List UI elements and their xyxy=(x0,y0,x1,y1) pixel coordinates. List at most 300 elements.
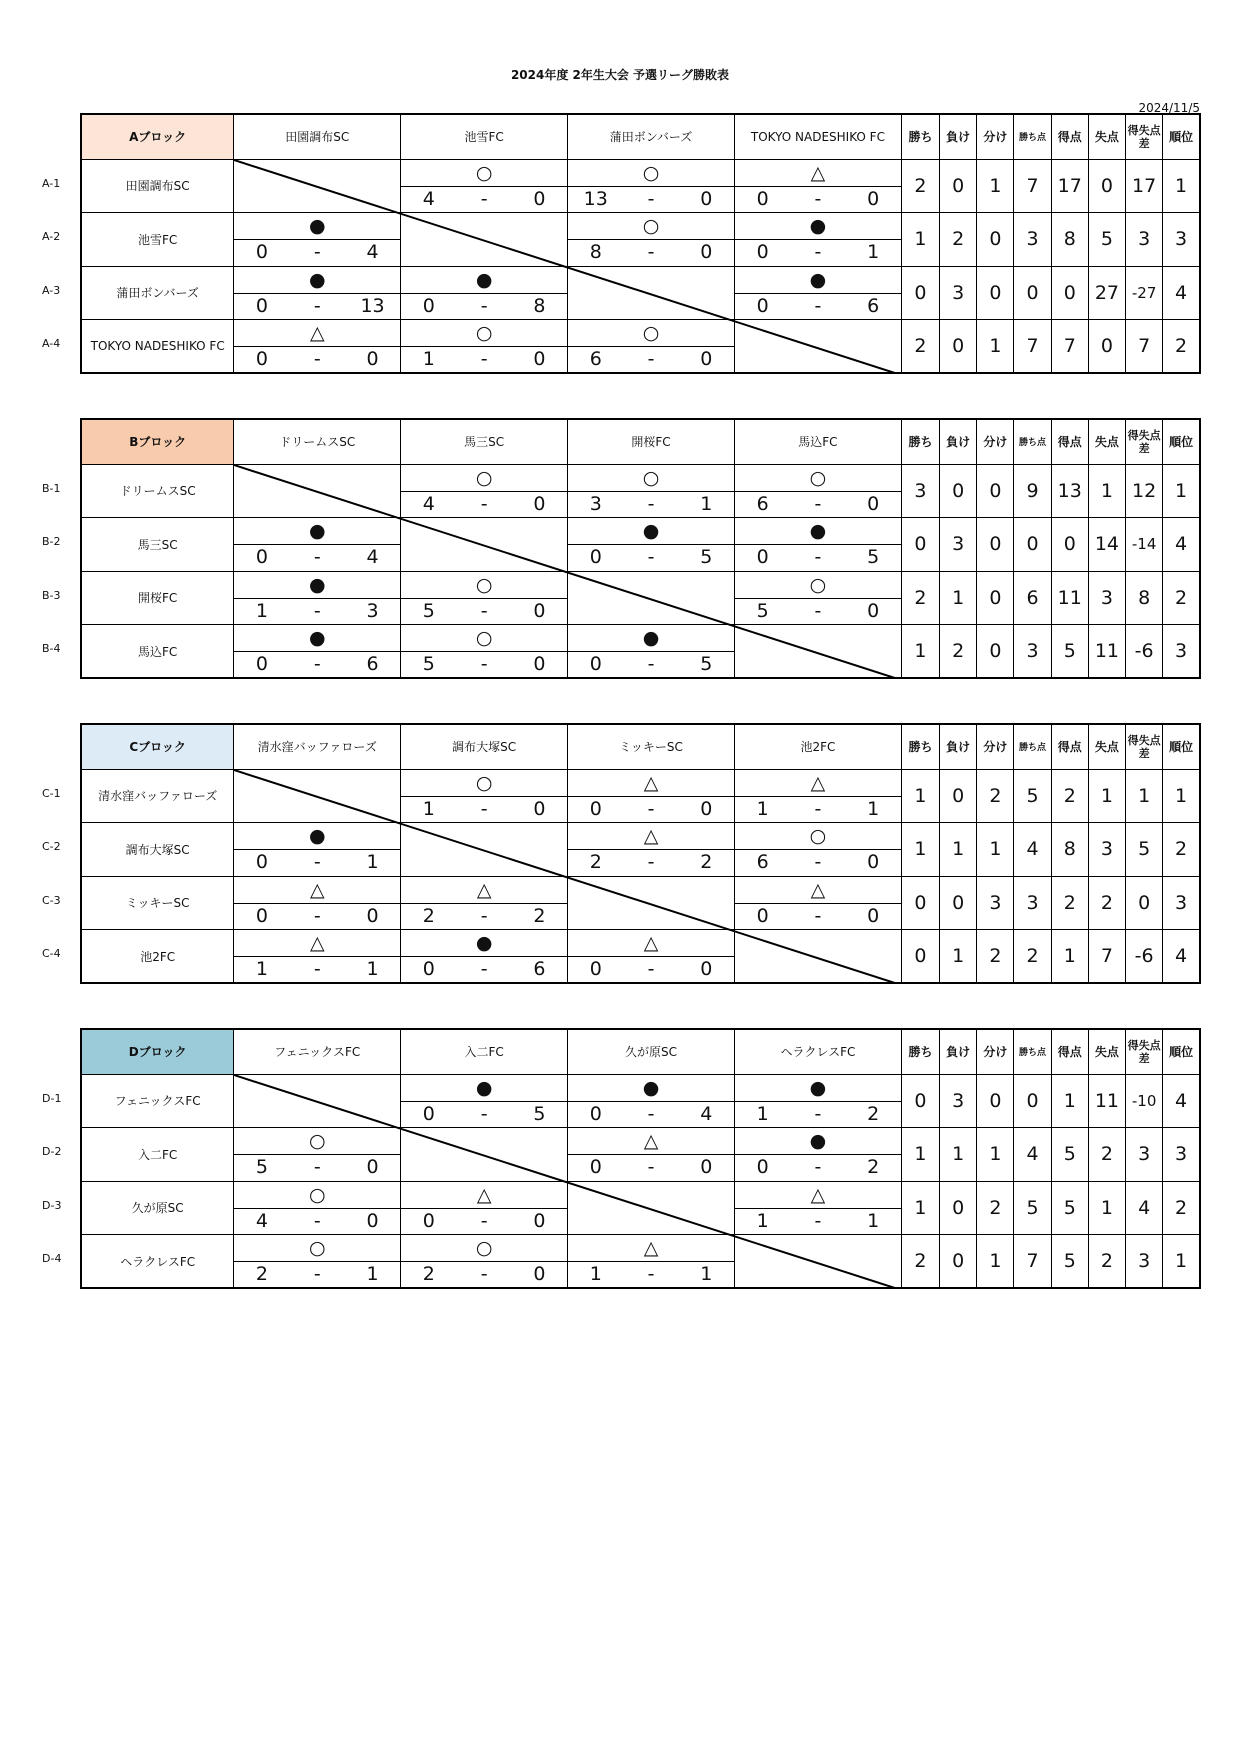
column-team-name: 蒲田ボンバーズ xyxy=(568,114,735,159)
stat-value: 1 xyxy=(1051,930,1088,984)
stat-value: 3 xyxy=(1088,823,1125,877)
away-goals: 0 xyxy=(867,851,880,874)
result-symbol: ○ xyxy=(234,1235,400,1262)
home-goals: 0 xyxy=(422,294,435,317)
home-goals: 0 xyxy=(255,241,268,264)
stat-value: 3 xyxy=(1163,213,1200,267)
stat-value: 2 xyxy=(1051,769,1088,823)
score-separator: - xyxy=(313,851,321,874)
row-team-name: 田園調布SC xyxy=(81,159,234,213)
stat-value: 1 xyxy=(901,769,939,823)
score-separator: - xyxy=(480,348,488,370)
column-team-name: 久が原SC xyxy=(568,1029,735,1074)
away-goals: 0 xyxy=(867,187,880,210)
score-separator: - xyxy=(814,1209,822,1232)
stat-value: 1 xyxy=(977,320,1014,374)
row-team-name: フェニックスFC xyxy=(81,1074,234,1128)
stat-value: 7 xyxy=(1088,930,1125,984)
home-goals: 0 xyxy=(589,958,602,980)
stat-value: 4 xyxy=(1163,266,1200,320)
away-goals: 4 xyxy=(366,241,379,264)
away-goals: 0 xyxy=(533,492,546,515)
stat-header: 勝ち点 xyxy=(1014,1029,1051,1074)
away-goals: 2 xyxy=(867,1102,880,1125)
away-goals: 6 xyxy=(867,294,880,317)
stat-value: 2 xyxy=(1014,930,1051,984)
column-team-name: ミッキーSC xyxy=(568,724,735,769)
stat-value: 0 xyxy=(977,1074,1014,1128)
stat-value: 0 xyxy=(1051,518,1088,572)
score-separator: - xyxy=(814,241,822,264)
stat-value: 14 xyxy=(1088,518,1125,572)
column-team-name: ヘラクレスFC xyxy=(734,1029,901,1074)
diagonal-divider xyxy=(234,770,898,984)
diagonal-line xyxy=(234,160,898,374)
result-symbol: ● xyxy=(401,930,567,957)
stat-value: 1 xyxy=(940,930,977,984)
away-goals: 1 xyxy=(700,1263,713,1285)
row-team-name: 清水窪バッファローズ xyxy=(81,769,234,823)
away-goals: 5 xyxy=(867,546,880,569)
stat-header: 順位 xyxy=(1163,724,1200,769)
home-goals: 1 xyxy=(255,958,268,980)
stat-header: 勝ち点 xyxy=(1014,419,1051,464)
away-goals: 0 xyxy=(700,348,713,370)
away-goals: 6 xyxy=(533,958,546,980)
result-symbol: △ xyxy=(234,877,400,904)
stat-header: 失点 xyxy=(1088,419,1125,464)
stat-value: 4 xyxy=(1163,1074,1200,1128)
stat-value: 0 xyxy=(1051,266,1088,320)
stat-value: 12 xyxy=(1126,464,1163,518)
away-goals: 8 xyxy=(533,294,546,317)
result-symbol: ● xyxy=(735,267,901,294)
stat-value: -14 xyxy=(1126,518,1163,572)
stat-value: 3 xyxy=(1163,625,1200,679)
row-team-name: 池雪FC xyxy=(81,213,234,267)
diagonal-divider xyxy=(234,465,898,679)
column-team-name: 入二FC xyxy=(401,1029,568,1074)
result-symbol: ○ xyxy=(568,160,734,187)
row-label: B-1 xyxy=(42,481,61,495)
stat-value: 9 xyxy=(1014,464,1051,518)
result-symbol: △ xyxy=(568,823,734,850)
score-separator: - xyxy=(814,1102,822,1125)
result-symbol: ○ xyxy=(401,770,567,797)
row-team-name: TOKYO NADESHIKO FC xyxy=(81,320,234,374)
row-label: B-3 xyxy=(42,588,61,602)
stat-value: 0 xyxy=(1014,518,1051,572)
score-separator: - xyxy=(647,187,655,210)
stat-value: 1 xyxy=(977,1235,1014,1289)
stat-value: 2 xyxy=(1163,823,1200,877)
away-goals: 1 xyxy=(366,958,379,980)
stat-header: 勝ち xyxy=(901,114,939,159)
column-team-name: 池雪FC xyxy=(401,114,568,159)
stat-header: 得点 xyxy=(1051,114,1088,159)
stat-value: 5 xyxy=(1051,1235,1088,1289)
diagonal-divider xyxy=(234,160,898,374)
score-separator: - xyxy=(814,546,822,569)
stat-value: 3 xyxy=(1126,1128,1163,1182)
score-separator: - xyxy=(313,599,321,622)
home-goals: 1 xyxy=(756,1102,769,1125)
stat-header: 勝ち点 xyxy=(1014,114,1051,159)
away-goals: 2 xyxy=(533,904,546,927)
stat-value: 0 xyxy=(977,518,1014,572)
home-goals: 0 xyxy=(255,294,268,317)
stat-value: 0 xyxy=(977,625,1014,679)
stat-value: 3 xyxy=(1126,213,1163,267)
away-goals: 0 xyxy=(366,904,379,927)
stat-value: 1 xyxy=(977,159,1014,213)
result-symbol: △ xyxy=(568,1235,734,1262)
result-symbol: △ xyxy=(234,930,400,957)
stat-header: 失点 xyxy=(1088,724,1125,769)
stat-value: 2 xyxy=(977,930,1014,984)
result-symbol: △ xyxy=(568,930,734,957)
stat-value: 0 xyxy=(901,266,939,320)
stat-value: 0 xyxy=(1126,876,1163,930)
score-separator: - xyxy=(480,958,488,980)
row-team-name: 久が原SC xyxy=(81,1181,234,1235)
away-goals: 5 xyxy=(533,1102,546,1125)
column-team-name: 馬三SC xyxy=(401,419,568,464)
result-symbol: △ xyxy=(735,877,901,904)
block-name: Cブロック xyxy=(81,724,234,769)
stat-header: 得失点差 xyxy=(1126,419,1163,464)
score-separator: - xyxy=(814,294,822,317)
stat-value: 3 xyxy=(1163,876,1200,930)
stat-value: 7 xyxy=(1014,320,1051,374)
stat-value: 5 xyxy=(1014,1181,1051,1235)
stat-value: 5 xyxy=(1051,625,1088,679)
away-goals: 3 xyxy=(366,599,379,622)
row-team-name: ヘラクレスFC xyxy=(81,1235,234,1289)
stat-header: 負け xyxy=(940,419,977,464)
home-goals: 0 xyxy=(255,851,268,874)
score-separator: - xyxy=(647,348,655,370)
row-label: A-2 xyxy=(42,230,61,244)
home-goals: 0 xyxy=(255,904,268,927)
stat-value: 0 xyxy=(901,930,939,984)
home-goals: 0 xyxy=(255,348,268,370)
stat-value: 2 xyxy=(1051,876,1088,930)
stat-header: 順位 xyxy=(1163,114,1200,159)
stat-value: 1 xyxy=(1126,769,1163,823)
stat-value: 1 xyxy=(1163,769,1200,823)
stat-value: -6 xyxy=(1126,625,1163,679)
result-symbol: ● xyxy=(234,625,400,652)
home-goals: 13 xyxy=(583,187,608,210)
stat-header: 順位 xyxy=(1163,1029,1200,1074)
result-symbol: ● xyxy=(735,1075,901,1102)
score-separator: - xyxy=(313,1156,321,1179)
row-team-name: ドリームスSC xyxy=(81,464,234,518)
doc-date: 2024/11/5 xyxy=(1138,101,1200,115)
score-separator: - xyxy=(814,1156,822,1179)
home-goals: 1 xyxy=(589,1263,602,1285)
home-goals: 4 xyxy=(255,1209,268,1232)
away-goals: 0 xyxy=(533,653,546,675)
home-goals: 1 xyxy=(756,1209,769,1232)
score-separator: - xyxy=(647,653,655,675)
stat-value: 8 xyxy=(1051,823,1088,877)
stat-value: 3 xyxy=(1014,625,1051,679)
home-goals: 0 xyxy=(589,546,602,569)
stat-value: 0 xyxy=(940,1235,977,1289)
away-goals: 0 xyxy=(700,241,713,264)
stat-value: 5 xyxy=(1126,823,1163,877)
stat-header: 得点 xyxy=(1051,724,1088,769)
away-goals: 0 xyxy=(533,348,546,370)
column-team-name: フェニックスFC xyxy=(234,1029,401,1074)
stat-header: 得失点差 xyxy=(1126,114,1163,159)
stat-value: 1 xyxy=(1088,769,1125,823)
column-team-name: 開桜FC xyxy=(568,419,735,464)
score-separator: - xyxy=(647,958,655,980)
home-goals: 0 xyxy=(422,1209,435,1232)
stat-header: 勝ち点 xyxy=(1014,724,1051,769)
score-separator: - xyxy=(480,1102,488,1125)
stat-value: 2 xyxy=(940,213,977,267)
score-separator: - xyxy=(814,599,822,622)
stat-value: 1 xyxy=(1163,159,1200,213)
stat-value: 1 xyxy=(901,213,939,267)
home-goals: 0 xyxy=(255,546,268,569)
result-symbol: ○ xyxy=(568,213,734,240)
home-goals: 0 xyxy=(422,1102,435,1125)
score-separator: - xyxy=(313,653,321,675)
score-separator: - xyxy=(480,797,488,820)
away-goals: 13 xyxy=(360,294,385,317)
home-goals: 0 xyxy=(589,797,602,820)
away-goals: 0 xyxy=(867,599,880,622)
row-label: D-3 xyxy=(42,1198,62,1212)
stat-value: 7 xyxy=(1014,1235,1051,1289)
result-symbol: ● xyxy=(234,267,400,294)
away-goals: 4 xyxy=(700,1102,713,1125)
home-goals: 0 xyxy=(422,958,435,980)
score-separator: - xyxy=(647,1263,655,1285)
home-goals: 0 xyxy=(589,1102,602,1125)
score-separator: - xyxy=(647,797,655,820)
stat-value: 2 xyxy=(1163,1181,1200,1235)
header-row xyxy=(81,419,1200,464)
row-label: D-4 xyxy=(42,1252,62,1266)
away-goals: 0 xyxy=(533,187,546,210)
stat-header: 分け xyxy=(977,1029,1014,1074)
away-goals: 2 xyxy=(867,1156,880,1179)
away-goals: 0 xyxy=(366,1209,379,1232)
row-label: A-3 xyxy=(42,283,61,297)
away-goals: 5 xyxy=(700,546,713,569)
column-team-name: ドリームスSC xyxy=(234,419,401,464)
stat-value: 0 xyxy=(940,464,977,518)
stat-value: 0 xyxy=(940,1181,977,1235)
stat-value: 1 xyxy=(1088,1181,1125,1235)
home-goals: 5 xyxy=(255,1156,268,1179)
row-label: A-4 xyxy=(42,337,61,351)
score-separator: - xyxy=(480,492,488,515)
result-symbol: ○ xyxy=(234,1128,400,1155)
stat-value: 0 xyxy=(1014,1074,1051,1128)
home-goals: 5 xyxy=(422,653,435,675)
away-goals: 0 xyxy=(700,187,713,210)
stat-value: 0 xyxy=(1088,320,1125,374)
stat-header: 失点 xyxy=(1088,114,1125,159)
score-separator: - xyxy=(480,294,488,317)
stat-value: 2 xyxy=(977,769,1014,823)
stat-header: 勝ち xyxy=(901,419,939,464)
stat-value: 3 xyxy=(940,518,977,572)
score-separator: - xyxy=(814,492,822,515)
score-separator: - xyxy=(647,1102,655,1125)
away-goals: 1 xyxy=(867,241,880,264)
stat-value: -6 xyxy=(1126,930,1163,984)
stat-value: 4 xyxy=(1014,823,1051,877)
row-label: C-1 xyxy=(42,786,61,800)
stat-value: 11 xyxy=(1088,625,1125,679)
stat-value: 8 xyxy=(1051,213,1088,267)
stat-value: 8 xyxy=(1126,571,1163,625)
stat-value: 0 xyxy=(977,266,1014,320)
stat-value: 11 xyxy=(1051,571,1088,625)
home-goals: 3 xyxy=(589,492,602,515)
score-separator: - xyxy=(647,851,655,874)
stat-value: 1 xyxy=(977,1128,1014,1182)
away-goals: 0 xyxy=(533,1263,546,1285)
header-row xyxy=(81,724,1200,769)
score-separator: - xyxy=(313,1263,321,1285)
score-separator: - xyxy=(480,653,488,675)
home-goals: 1 xyxy=(756,797,769,820)
stat-value: 11 xyxy=(1088,1074,1125,1128)
result-symbol: ● xyxy=(401,1075,567,1102)
stat-value: 3 xyxy=(1088,571,1125,625)
score-separator: - xyxy=(814,904,822,927)
result-symbol: ○ xyxy=(401,572,567,599)
score-separator: - xyxy=(313,958,321,980)
stat-value: 7 xyxy=(1126,320,1163,374)
stat-value: 1 xyxy=(901,1128,939,1182)
stat-value: 4 xyxy=(1163,930,1200,984)
header-row xyxy=(81,114,1200,159)
block-name: Dブロック xyxy=(81,1029,234,1074)
score-separator: - xyxy=(313,546,321,569)
home-goals: 5 xyxy=(422,599,435,622)
result-symbol: △ xyxy=(401,877,567,904)
away-goals: 0 xyxy=(700,958,713,980)
result-symbol: ○ xyxy=(234,1182,400,1209)
home-goals: 2 xyxy=(255,1263,268,1285)
result-symbol: ● xyxy=(568,518,734,545)
away-goals: 2 xyxy=(700,851,713,874)
result-symbol: △ xyxy=(568,1128,734,1155)
home-goals: 4 xyxy=(422,187,435,210)
home-goals: 0 xyxy=(756,187,769,210)
stat-value: 0 xyxy=(901,1074,939,1128)
home-goals: 2 xyxy=(422,904,435,927)
result-symbol: ● xyxy=(234,213,400,240)
score-separator: - xyxy=(313,241,321,264)
stat-value: 2 xyxy=(1088,876,1125,930)
score-separator: - xyxy=(313,348,321,370)
home-goals: 0 xyxy=(589,653,602,675)
stat-value: 0 xyxy=(1014,266,1051,320)
stat-value: 5 xyxy=(1014,769,1051,823)
away-goals: 0 xyxy=(867,904,880,927)
score-separator: - xyxy=(647,241,655,264)
stat-value: 4 xyxy=(1163,518,1200,572)
stat-value: 0 xyxy=(1088,159,1125,213)
home-goals: 6 xyxy=(756,851,769,874)
home-goals: 6 xyxy=(589,348,602,370)
stat-value: 0 xyxy=(940,769,977,823)
stat-value: 3 xyxy=(940,266,977,320)
stat-value: 3 xyxy=(1163,1128,1200,1182)
stat-value: 5 xyxy=(1051,1128,1088,1182)
stat-value: -10 xyxy=(1126,1074,1163,1128)
home-goals: 0 xyxy=(589,1156,602,1179)
stat-value: 2 xyxy=(901,571,939,625)
stat-value: 2 xyxy=(901,159,939,213)
column-team-name: 馬込FC xyxy=(734,419,901,464)
result-symbol: ● xyxy=(234,518,400,545)
row-label: B-2 xyxy=(42,535,61,549)
score-separator: - xyxy=(814,187,822,210)
stat-value: 6 xyxy=(1014,571,1051,625)
stat-value: 17 xyxy=(1126,159,1163,213)
stat-value: 5 xyxy=(1088,213,1125,267)
stat-value: 1 xyxy=(1088,464,1125,518)
stat-value: 13 xyxy=(1051,464,1088,518)
header-row xyxy=(81,1029,1200,1074)
home-goals: 5 xyxy=(756,599,769,622)
result-symbol: △ xyxy=(568,770,734,797)
result-symbol: △ xyxy=(401,1182,567,1209)
stat-header: 分け xyxy=(977,114,1014,159)
stat-value: 2 xyxy=(901,320,939,374)
stat-value: 3 xyxy=(1126,1235,1163,1289)
score-separator: - xyxy=(313,294,321,317)
stat-value: 2 xyxy=(1163,571,1200,625)
stat-value: 2 xyxy=(1088,1235,1125,1289)
stat-header: 順位 xyxy=(1163,419,1200,464)
stat-header: 得点 xyxy=(1051,419,1088,464)
stat-value: 0 xyxy=(940,320,977,374)
score-separator: - xyxy=(480,187,488,210)
score-separator: - xyxy=(647,546,655,569)
stat-value: 2 xyxy=(977,1181,1014,1235)
result-symbol: ● xyxy=(234,572,400,599)
row-team-name: 開桜FC xyxy=(81,571,234,625)
result-symbol: ● xyxy=(568,625,734,652)
home-goals: 2 xyxy=(589,851,602,874)
stat-value: 0 xyxy=(901,876,939,930)
row-label: B-4 xyxy=(42,642,61,656)
result-symbol: ● xyxy=(735,1128,901,1155)
stat-value: 1 xyxy=(940,1128,977,1182)
diagonal-line xyxy=(234,465,898,679)
result-symbol: ○ xyxy=(401,465,567,492)
column-team-name: 清水窪バッファローズ xyxy=(234,724,401,769)
result-symbol: △ xyxy=(234,320,400,347)
diagonal-divider xyxy=(234,1075,898,1289)
stat-header: 勝ち xyxy=(901,1029,939,1074)
stat-header: 得点 xyxy=(1051,1029,1088,1074)
stat-value: 7 xyxy=(1014,159,1051,213)
